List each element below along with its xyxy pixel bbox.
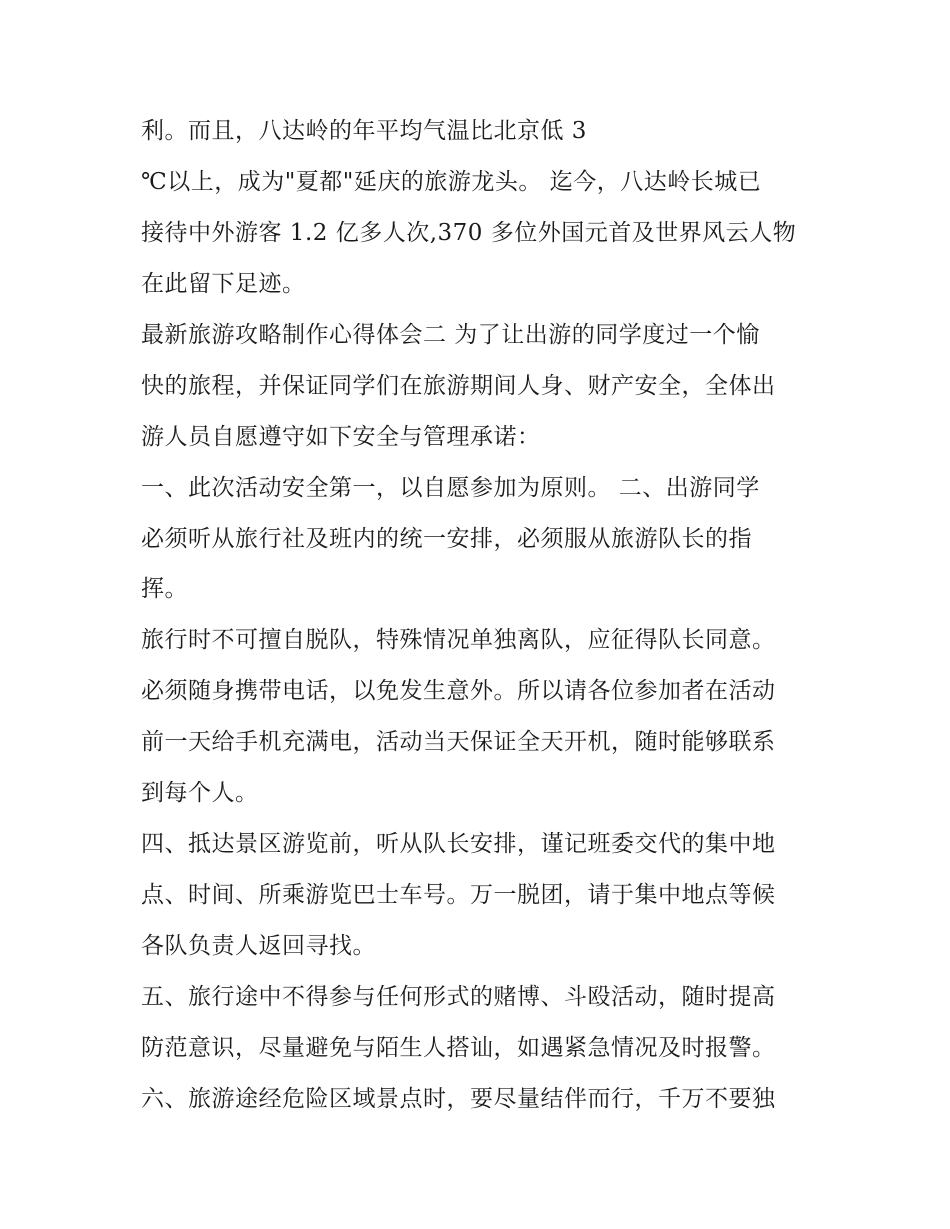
text-line: 最新旅游攻略制作心得体会二 为了让出游的同学度过一个愉	[141, 321, 760, 348]
text-line: 挥。	[141, 576, 188, 603]
text-line: 游人员自愿遵守如下安全与管理承诺：	[141, 423, 541, 450]
text-line: 必须随身携带电话，以免发生意外。所以请各位参加者在活动	[141, 678, 776, 705]
text-line: 前一天给手机充满电，活动当天保证全天开机，随时能够联系	[141, 729, 776, 756]
text-line: 点、时间、所乘游览巴士车号。万一脱团，请于集中地点等候	[141, 882, 776, 909]
text-line: 旅行时不可擅自脱队，特殊情况单独离队，应征得队长同意。	[141, 627, 776, 654]
text-line: 五、旅行途中不得参与任何形式的赌博、斗殴活动，随时提高	[141, 983, 776, 1010]
text-line: ℃以上，成为"夏都"延庆的旅游龙头。 迄今，八达岭长城已	[141, 168, 762, 195]
text-line: 一、此次活动安全第一，以自愿参加为原则。 二、出游同学	[141, 474, 760, 501]
text-line: 六、旅游途经危险区域景点时，要尽量结伴而行，千万不要独	[141, 1085, 776, 1112]
text-line: 接待中外游客 1.2 亿多人次,370 多位外国元首及世界风云人物	[141, 219, 797, 246]
document-body	[141, 106, 831, 1125]
text-line: 必须听从旅行社及班内的统一安排，必须服从旅游队长的指	[141, 525, 752, 552]
text-line: 快的旅程，并保证同学们在旅游期间人身、财产安全，全体出	[141, 372, 776, 399]
text-line: 在此留下足迹。	[141, 270, 306, 297]
text-line: 到每个人。	[141, 780, 259, 807]
text-line: 利。而且，八达岭的年平均气温比北京低 3	[141, 118, 587, 144]
text-line: 四、抵达景区游览前，听从队长安排，谨记班委交代的集中地	[141, 831, 776, 858]
text-line: 防范意识，尽量避免与陌生人搭讪，如遇紧急情况及时报警。	[141, 1034, 776, 1061]
text-line: 各队负责人返回寻找。	[141, 933, 376, 959]
